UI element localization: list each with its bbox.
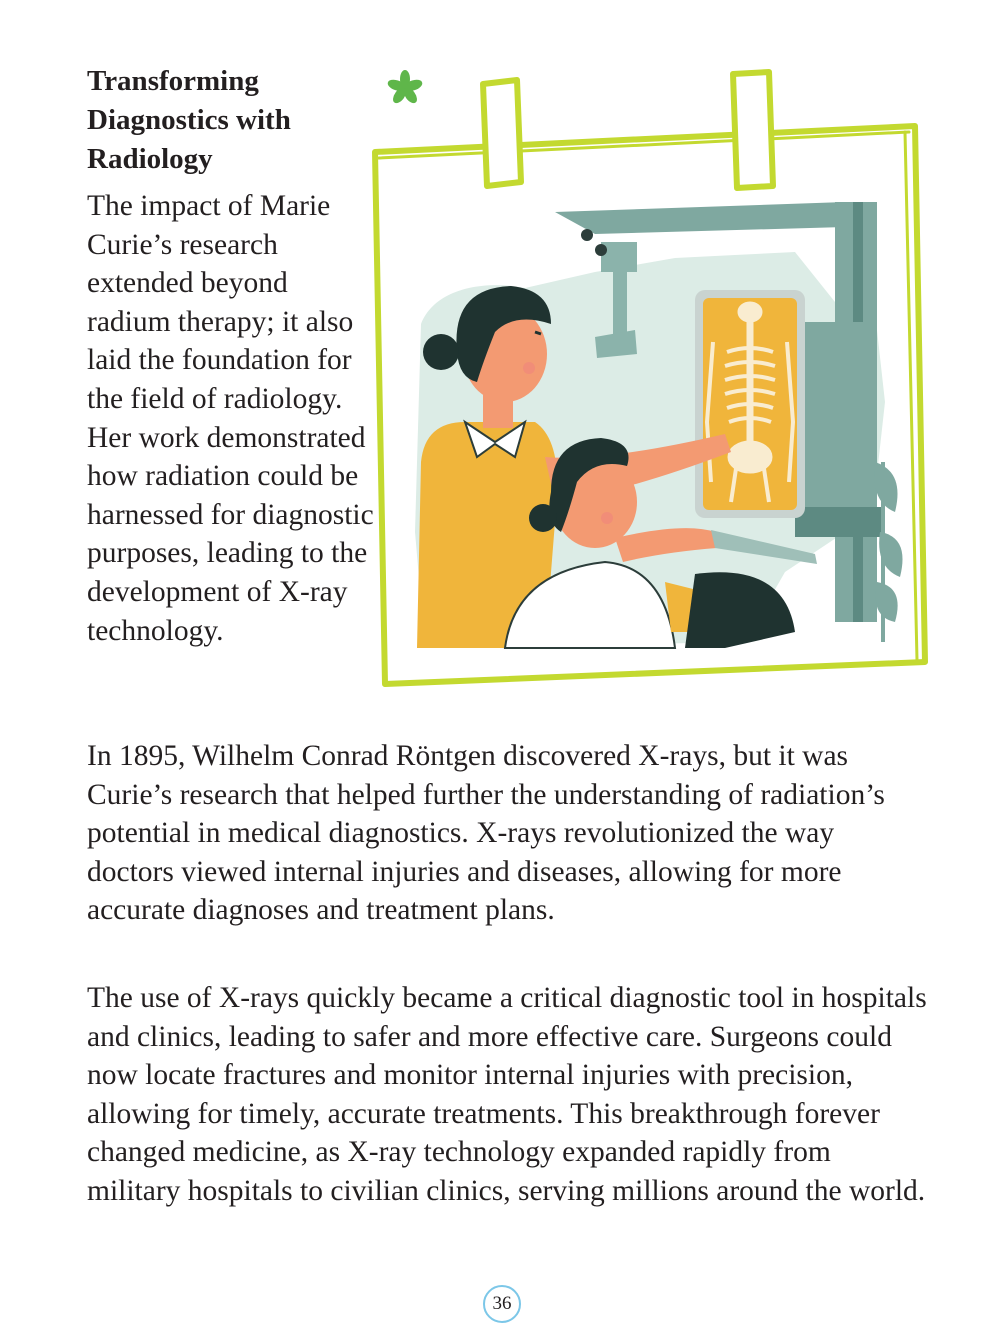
xray-panel: [695, 290, 805, 518]
body-paragraph: The use of X-rays quickly became a critical diagnostic tool in hospitals and clinics, leading to safer and more effective care. Surgeons could now locate fractures and monitor internal injuries with precision, allowing for timely, accurate treatments. This breakthrough forever changed medicine, as X-ray technology expanded rapidly from military hospitals to civilian clinics, serving millions around the world.: [87, 982, 927, 1207]
intro-paragraph: The impact of Marie Curie’s research extended beyond radium therapy; it also laid the foundation for the field of radiology. Her work demonstrated how radiation could be harnessed for diagnostic purposes, leading to the development of X-ray technology.: [87, 190, 374, 647]
chair: [685, 572, 795, 648]
star-icon: [386, 70, 423, 106]
plant-icon: [874, 462, 902, 642]
section-heading: Transforming Diagnostics with Radiology: [87, 65, 291, 175]
xray-illustration: [365, 62, 965, 702]
page-number: 36: [483, 1285, 521, 1323]
body-paragraph: In 1895, Wilhelm Conrad Röntgen discovered X-rays, but it was Curie’s research that helped further the understanding of radiation’s potential in medical diagnostics. X-rays revolutionized the way doctors viewed internal injuries and diseases, allowing for more accurate diagnoses and treatment plans.: [87, 740, 885, 927]
